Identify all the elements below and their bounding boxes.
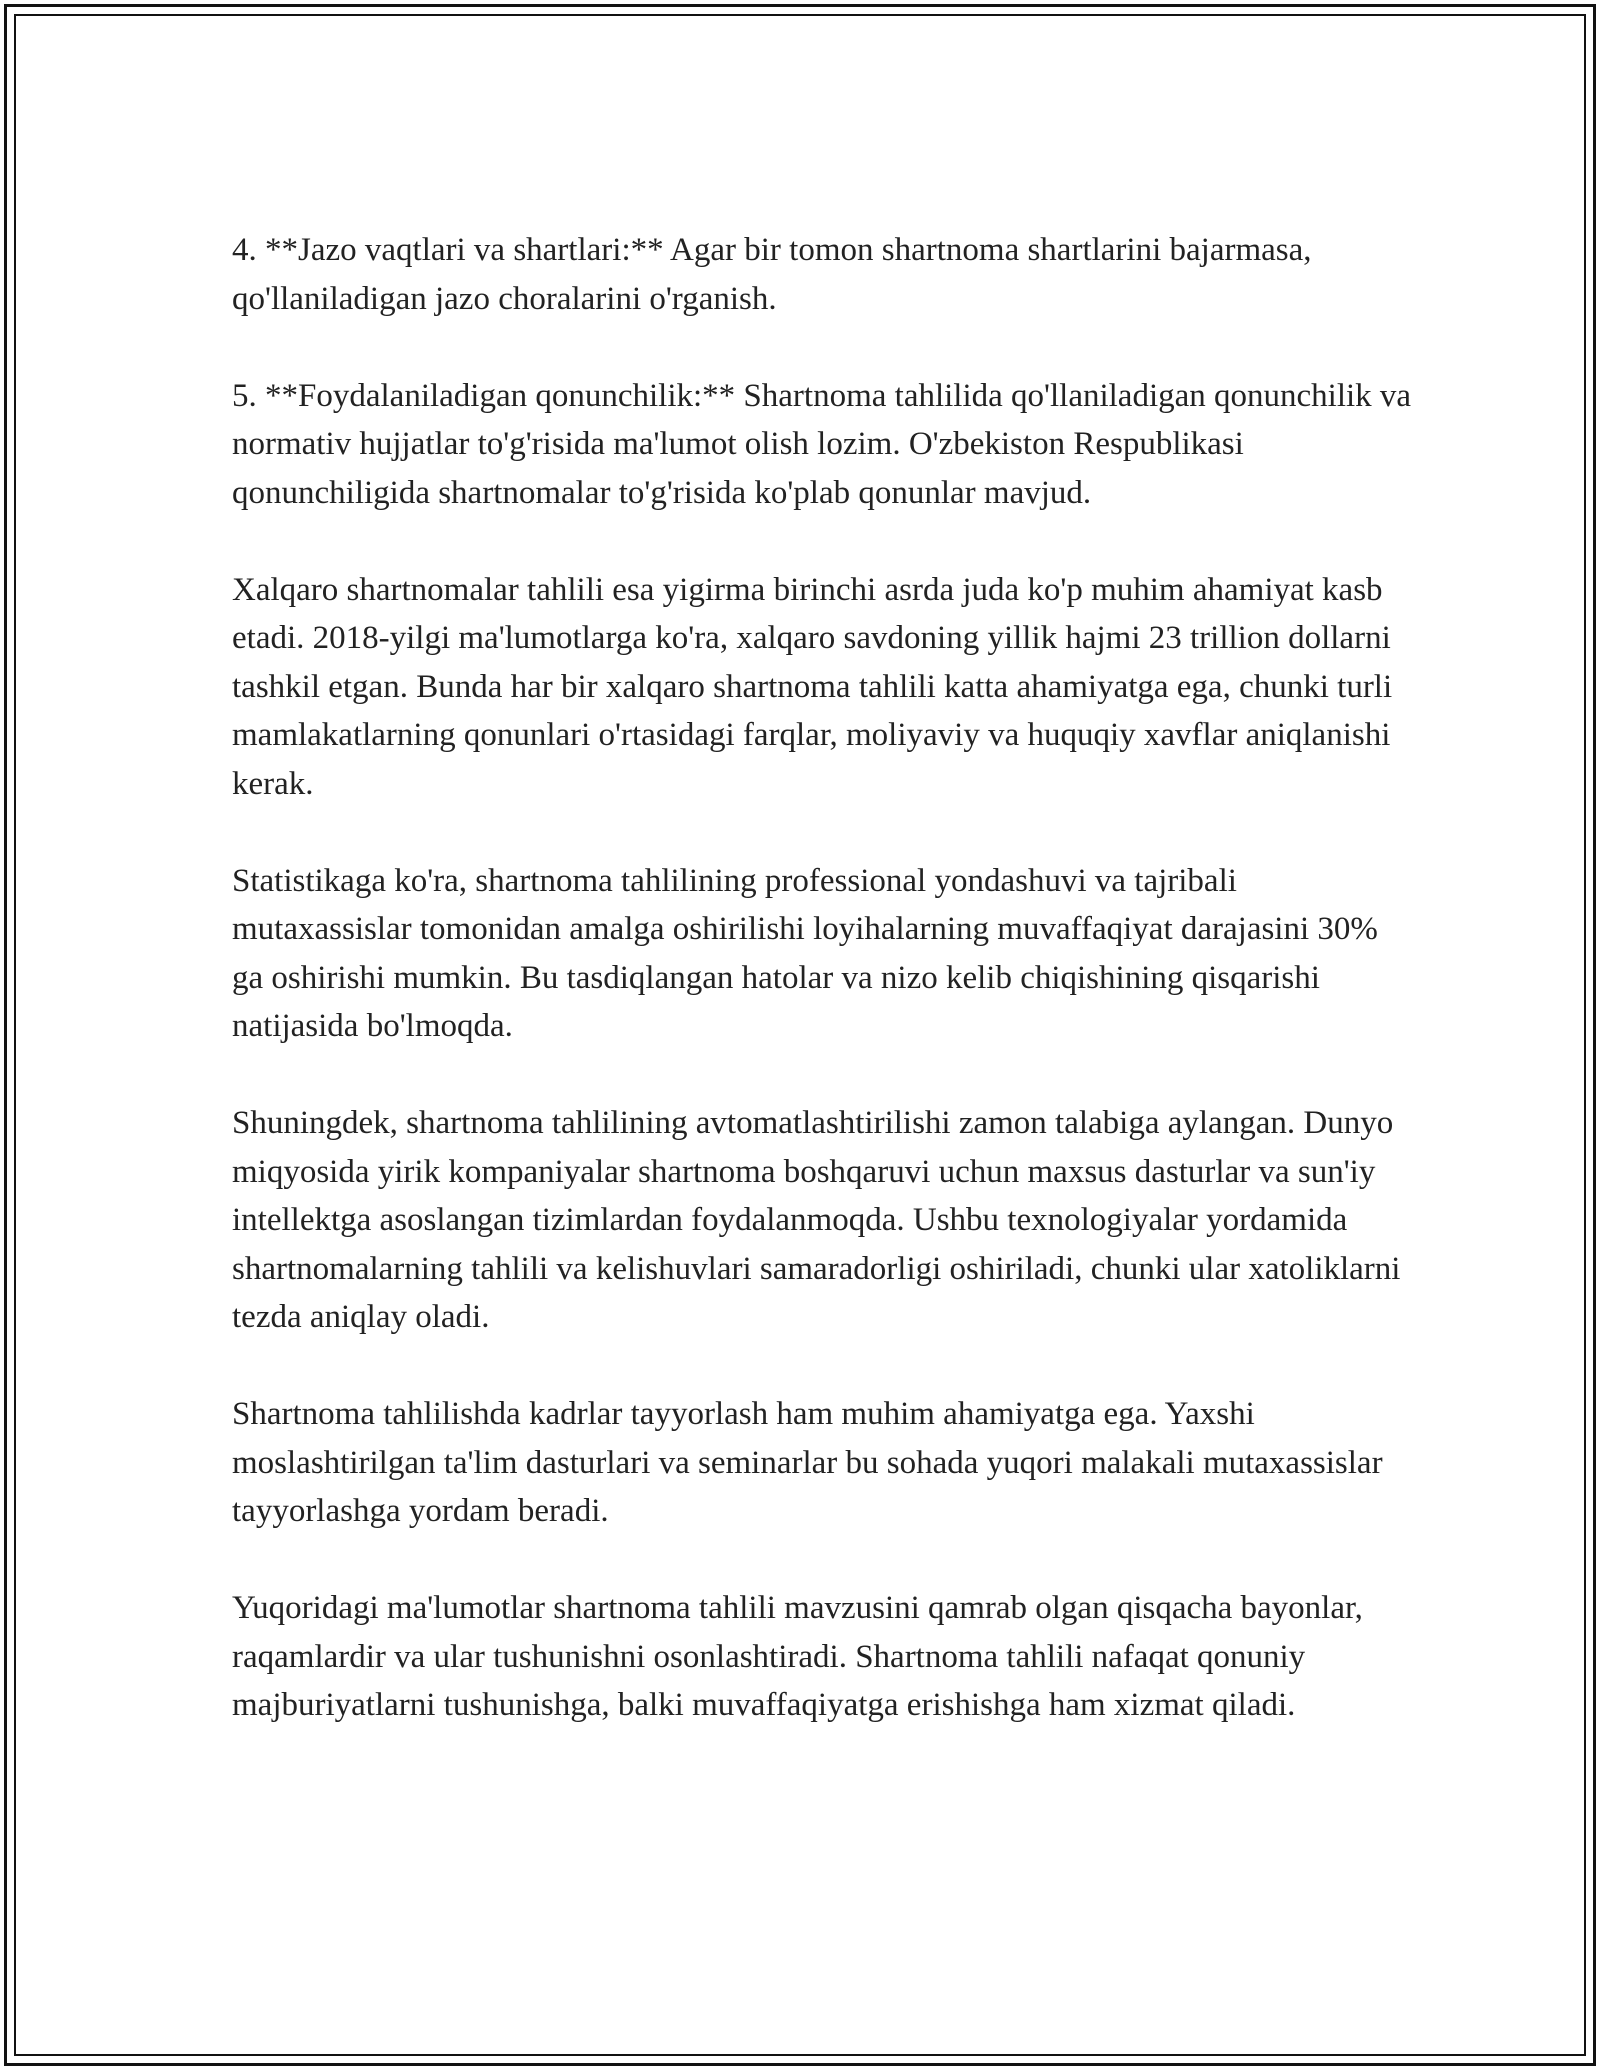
paragraph-training: Shartnoma tahlilishda kadrlar tayyorlash ham muhim ahamiyatga ega. Yaxshi moslashtirilgan ta'lim dasturlari va seminarlar bu sohada yuqori malakali mutaxassislar tayyorlashga yordam beradi.: [232, 1396, 1383, 1529]
paragraph-legislation: 5. **Foydalaniladigan qonunchilik:** Shartnoma tahlilida qo'llaniladigan qonunchilik va normativ hujjatlar to'g'risida ma'lumot olish lozim. O'zbekiston Respublikasi qonunchiligida shartnomalar to'g'risida ko'plab qonunlar mavjud.: [232, 377, 1412, 511]
paragraph-international: Xalqaro shartnomalar tahlili esa yigirma birinchi asrda juda ko'p muhim ahamiyat kasb etadi. 2018-yilgi ma'lumotlarga ko'ra, xalqaro savdoning yillik hajmi 23 trillion dollarni tashkil etgan. Bunda har bir xalqaro shartnoma tahlili katta ahamiyatga ega, chunki turli mamlakatlarning qonunlari o'rtasidagi farqlar, moliyaviy va huquqiy xavflar aniqlanishi kerak.: [232, 571, 1393, 802]
paragraph-conclusion: Yuqoridagi ma'lumotlar shartnoma tahlili mavzusini qamrab olgan qisqacha bayonlar, raqamlardir va ular tushunishni osonlashtiradi. Shartnoma tahlili nafaqat qonuniy majburiyatlarni tushunishga, balki muvaffaqiyatga erishishga ham xizmat qiladi.: [232, 1590, 1363, 1723]
paragraph-automation: Shuningdek, shartnoma tahlilining avtomatlashtirilishi zamon talabiga aylangan. Dunyo miqyosida yirik kompaniyalar shartnoma boshqaruvi uchun maxsus dasturlar va sun'iy intellektga asoslangan tizimlardan foydalanmoqda. Ushbu texnologiyalar yordamida shartnomalarning tahlili va kelishuvlari samaradorligi oshiriladi, chunki ular xatoliklarni tezda aniqlay oladi.: [232, 1105, 1401, 1335]
document-body: [232, 226, 1412, 1778]
paragraph-statistics: Statistikaga ko'ra, shartnoma tahlilining professional yondashuvi va tajribali mutaxassislar tomonidan amalga oshirilishi loyihalarning muvaffaqiyat darajasini 30% ga oshirishi mumkin. Bu tasdiqlangan hatolar va nizo kelib chiqishining qisqarishi natijasida bo'lmoqda.: [232, 862, 1378, 1044]
paragraph-penalties: 4. **Jazo vaqtlari va shartlari:** Agar bir tomon shartnoma shartlarini bajarmasa, qo'llaniladigan jazo choralarini o'rganish.: [232, 232, 1312, 317]
